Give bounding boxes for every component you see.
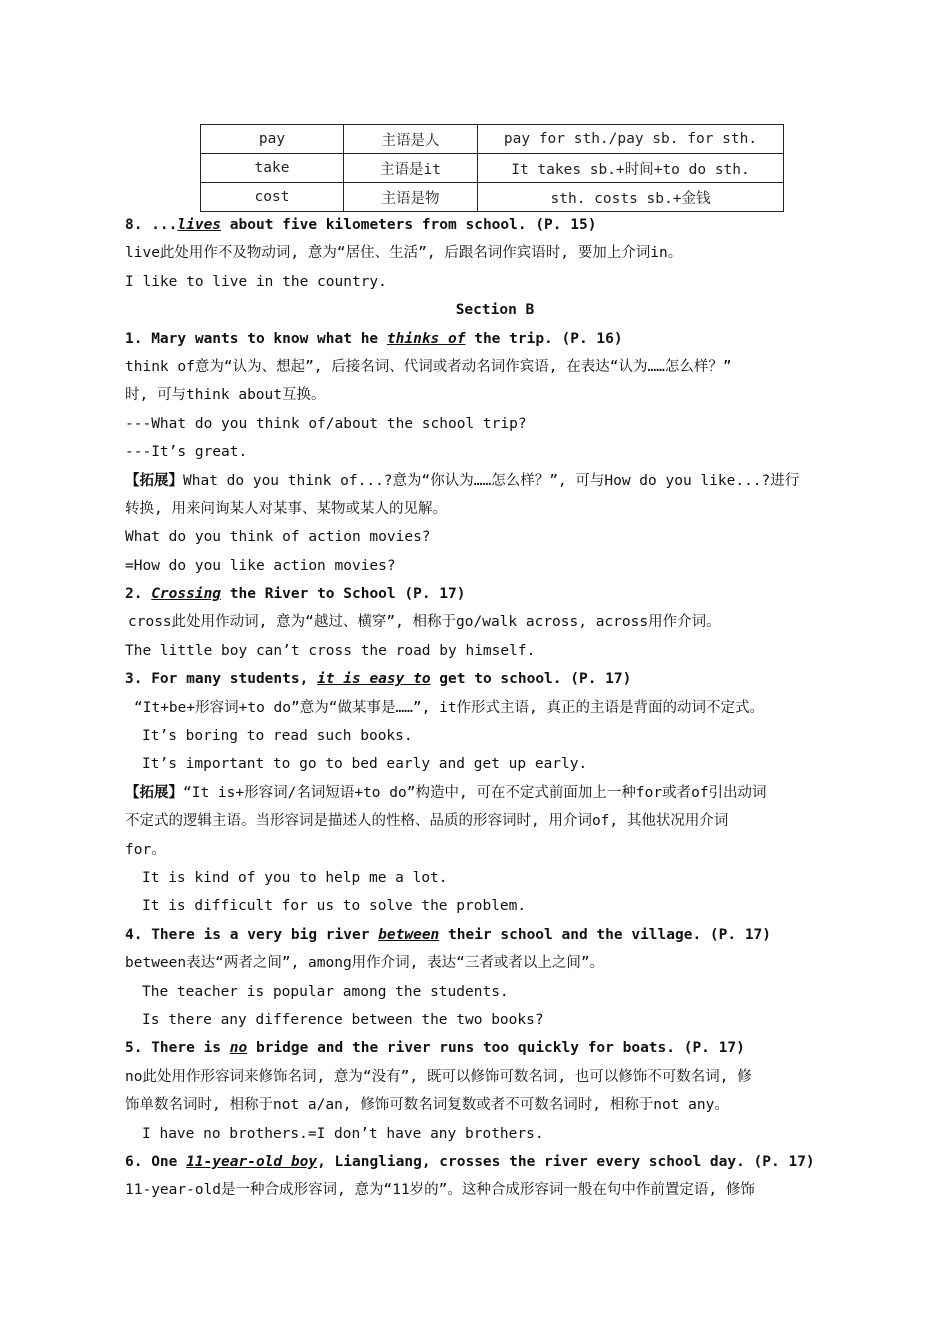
text-segment: bridge and the river runs too quickly for boats. (P. 17): [247, 1040, 745, 1057]
text-line: [125, 1006, 865, 1034]
text-segment: 6. One: [125, 1153, 187, 1170]
text-segment: 4. There is a very big river: [125, 926, 379, 943]
text-line: [125, 750, 865, 778]
text-segment: 不定式的逻辑主语。当形容词是描述人的性格、品质的形容词时, 用介词of, 其他状况用介词: [125, 813, 729, 830]
text-line: [125, 495, 865, 523]
text-segment: “It is+形容词/名词短语+to do”构造中, 可在不定式前面加上一种for或者of引出动词: [183, 784, 767, 801]
text-line: [125, 608, 865, 636]
text-line: [125, 268, 865, 296]
text-segment: 8. ...: [125, 217, 178, 233]
text-segment: 1. Mary wants to know what he: [125, 330, 387, 347]
text-segment: get to school. (P. 17): [430, 671, 632, 688]
usage-table: [200, 124, 784, 212]
key-phrase: it is easy to: [317, 671, 431, 688]
text-line: [125, 921, 865, 949]
text-segment: think of意为“认为、想起”, 后接名词、代词或者动名词作宾语, 在表达“认为……怎么样？”: [125, 358, 732, 375]
text-segment: The teacher is popular among the students.: [142, 983, 509, 1000]
text-segment: between表达“两者之间”, among用作介词, 表达“三者或者以上之间”。: [125, 955, 605, 972]
text-line: [125, 353, 865, 381]
text-segment: no此处用作形容词来修饰名词, 意为“没有”, 既可以修饰可数名词, 也可以修饰不可数名词, 修: [125, 1068, 752, 1085]
text-line: [125, 864, 865, 892]
key-phrase: thinks of: [386, 330, 466, 347]
text-segment: What do you think of action movies?: [125, 529, 431, 546]
usage-table-cell: pay: [201, 125, 344, 154]
text-segment: for。: [125, 841, 166, 858]
text-line: [125, 1148, 865, 1176]
text-line: [125, 296, 865, 324]
text-segment: =How do you like action movies?: [125, 557, 396, 574]
text-line: [125, 523, 865, 551]
usage-table-cell: 主语是it: [344, 154, 478, 183]
text-line: [125, 211, 865, 239]
text-segment: the River to School (P. 17): [221, 586, 466, 603]
text-segment: 饰单数名词时, 相称于not a/an, 修饰可数名词复数或者不可数名词时, 相称于not any。: [125, 1097, 729, 1114]
key-phrase: 11-year-old boy: [186, 1153, 318, 1170]
usage-table-body: [201, 125, 784, 212]
text-line: [125, 807, 865, 835]
usage-table-cell: sth. costs sb.+金钱: [478, 183, 784, 212]
text-line: [125, 836, 865, 864]
text-line: [125, 949, 865, 977]
text-line: [125, 410, 865, 438]
text-line: [125, 779, 865, 807]
text-segment: Section B: [455, 302, 535, 319]
text-segment: 3. For many students,: [125, 671, 318, 688]
text-segment: It’s important to go to bed early and get up early.: [142, 756, 588, 773]
text-segment: 5. There is: [125, 1040, 230, 1057]
text-line: [125, 467, 865, 495]
extension-tag: 【拓展】: [125, 784, 183, 801]
usage-table-cell: cost: [201, 183, 344, 212]
text-segment: the trip. (P. 16): [465, 330, 623, 347]
extension-tag: 【拓展】: [125, 472, 183, 489]
notes-content: [125, 211, 865, 1205]
text-segment: It is difficult for us to solve the problem.: [142, 898, 527, 915]
text-line: [125, 552, 865, 580]
text-line: [125, 1176, 865, 1204]
text-segment: The little boy can’t cross the road by himself.: [125, 642, 536, 659]
text-line: [125, 665, 865, 693]
text-segment: cross此处用作动词, 意为“越过、横穿”, 相称于go/walk across, across用作介词。: [128, 614, 721, 631]
text-segment: 11-year-old是一种合成形容词, 意为“11岁的”。这种合成形容词一般在句中作前置定语, 修饰: [125, 1182, 755, 1199]
text-segment: It’s boring to read such books.: [142, 728, 413, 745]
text-line: [125, 325, 865, 353]
text-segment: “It+be+形容词+to do”意为“做某事是……”, it作形式主语, 真正的主语是背面的动词不定式。: [134, 699, 765, 716]
key-phrase: no: [229, 1040, 248, 1057]
key-phrase: Crossing: [151, 586, 222, 603]
key-phrase: lives: [177, 217, 222, 233]
text-line: [125, 637, 865, 665]
usage-table-cell: take: [201, 154, 344, 183]
text-segment: 2.: [125, 586, 152, 603]
usage-table-cell: 主语是物: [344, 183, 478, 212]
text-segment: about five kilometers from school. (P. 15): [221, 217, 597, 233]
text-line: [125, 1091, 865, 1119]
usage-table-row: [201, 125, 784, 154]
text-segment: I have no brothers.=I don’t have any brothers.: [142, 1125, 544, 1142]
text-line: [125, 1063, 865, 1091]
text-segment: 时, 可与think about互换。: [125, 387, 326, 404]
text-segment: ---What do you think of/about the school trip?: [125, 415, 527, 432]
text-segment: their school and the village. (P. 17): [439, 926, 772, 943]
text-line: [125, 580, 865, 608]
text-line: [125, 722, 865, 750]
text-segment: 转换, 用来问询某人对某事、某物或某人的见解。: [125, 500, 447, 517]
text-line: [125, 1120, 865, 1148]
text-line: [125, 978, 865, 1006]
text-line: [125, 694, 865, 722]
text-segment: I like to live in the country.: [125, 273, 387, 290]
usage-table-cell: It takes sb.+时间+to do sth.: [478, 154, 784, 183]
text-segment: , Liangliang, crosses the river every school day. (P. 17): [317, 1153, 815, 1170]
text-segment: It is kind of you to help me a lot.: [142, 869, 448, 886]
text-segment: live此处用作不及物动词, 意为“居住、生活”, 后跟名词作宾语时, 要加上介词in。: [125, 245, 683, 262]
text-line: [125, 892, 865, 920]
text-line: [125, 438, 865, 466]
text-line: [125, 381, 865, 409]
usage-table-cell: pay for sth./pay sb. for sth.: [478, 125, 784, 154]
usage-table-cell: 主语是人: [344, 125, 478, 154]
text-line: [125, 239, 865, 267]
text-segment: Is there any difference between the two books?: [142, 1011, 544, 1028]
text-line: [125, 1034, 865, 1062]
key-phrase: between: [378, 926, 440, 943]
text-segment: What do you think of...?意为“你认为……怎么样？”, 可与How do you like...?进行: [183, 472, 800, 489]
usage-table-row: [201, 183, 784, 212]
text-segment: ---It’s great.: [125, 444, 248, 461]
usage-table-row: [201, 154, 784, 183]
